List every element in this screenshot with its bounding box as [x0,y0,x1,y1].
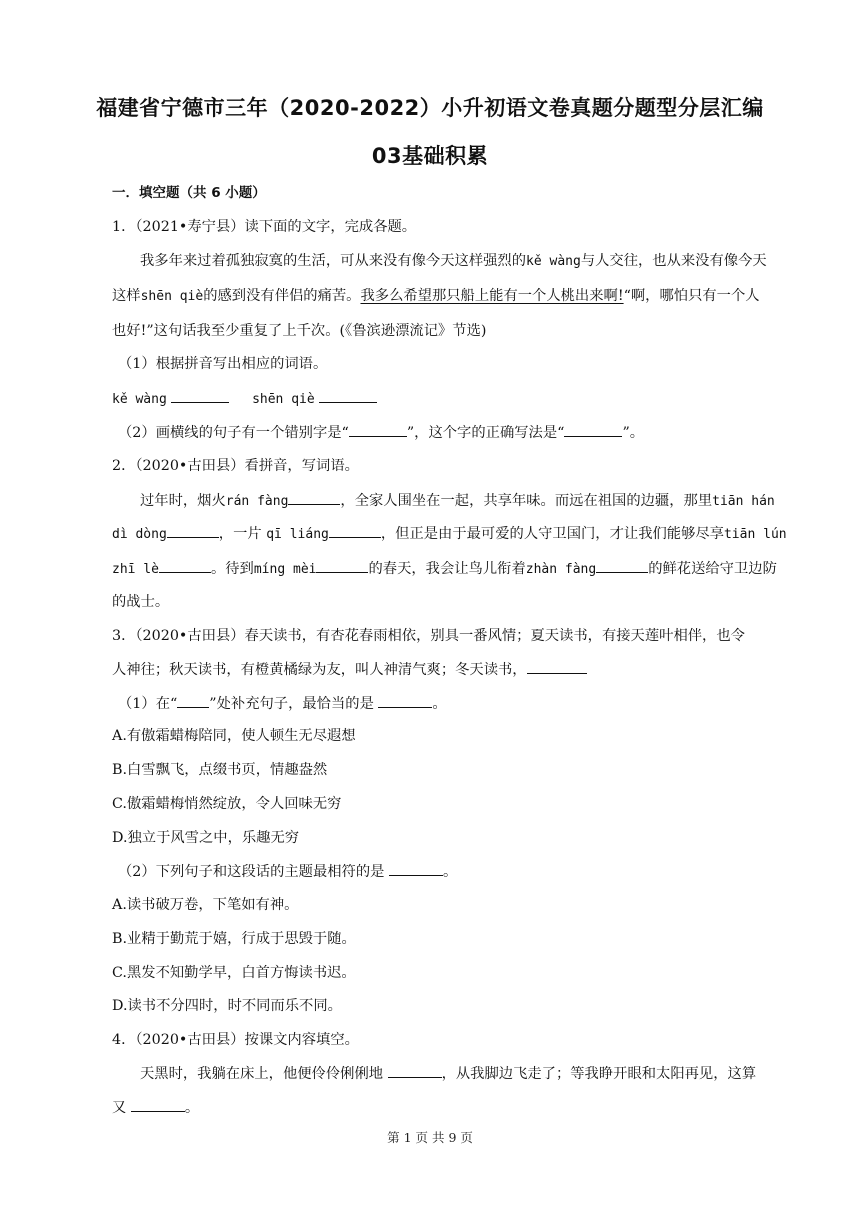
q3-line-2: 人神往；秋天读书，有橙黄橘绿为友，叫人神清气爽；冬天读书， [112,659,772,680]
q1-heading: 1．（2021•寿宁县）读下面的文字，完成各题。 [112,219,417,235]
q2-heading: 2．（2020•古田县）看拼音，写词语。 [112,458,359,474]
q4-line-2: 又 。 [112,1097,772,1118]
answer-blank[interactable] [527,659,587,674]
q1-sub-question-1: （1）根据拼音写出相应的词语。 [118,356,328,372]
q3-option-a-2: A.读书破万卷，下笔如有神。 [112,897,299,913]
q3-option-a: A.有傲霜蜡梅陪同，使人顿生无尽遐想 [112,728,356,744]
answer-blank[interactable] [388,1063,442,1078]
answer-blank[interactable] [171,388,229,403]
q1-sub-question-2: （2）画横线的句子有一个错别字是“ ”，这个字的正确写法是“ ”。 [118,422,778,443]
answer-blank[interactable] [564,422,622,437]
q1-passage-line-1: 我多年来过着孤独寂寞的生活，可从来没有像今天这样强烈的kě wàng与人交往，也从来没有像今天 [140,253,767,269]
q2-line-2: dì dòng ，一片 qī liáng ，但正是由于最可爱的人守卫国门，才让我们能够尽享tiān lún [112,523,772,545]
page-footer: 第 1 页 共 9 页 [387,1130,473,1145]
answer-blank[interactable] [389,861,443,876]
document-title-line-1: 福建省宁德市三年（2020-2022）小升初语文卷真题分题型分层汇编 [96,96,764,120]
q3-option-d: D.独立于风雪之中，乐趣无穷 [112,830,300,846]
answer-blank[interactable] [159,558,211,573]
answer-blank[interactable] [596,558,648,573]
q1-answer-row: kě wàng shēn qiè [112,388,772,410]
q3-sub-question-1: （1）在“ ”处补充句子，最恰当的是 。 [118,693,778,714]
q3-heading: 3．（2020•古田县）春天读书，有杏花春雨相依，别具一番风情；夏天读书，有接天莲叶相伴，也令 [112,628,745,644]
answer-blank [177,693,209,708]
answer-blank[interactable] [167,523,219,538]
q3-option-c-2: C.黑发不知勤学早，白首方悔读书迟。 [112,965,356,981]
q3-option-b: B.白雪飘飞，点缀书页，情趣盎然 [112,762,328,778]
answer-blank[interactable] [288,490,340,505]
q3-option-b-2: B.业精于勤荒于嬉，行成于思毁于随。 [112,931,356,947]
section-heading: 一．填空题（共 6 小题） [112,185,266,201]
q2-line-4: 的战士。 [112,594,170,610]
q3-option-c: C.傲霜蜡梅悄然绽放，令人回味无穷 [112,796,342,812]
answer-blank[interactable] [131,1097,185,1112]
q2-line-3: zhī lè 。待到míng mèi 的春天，我会让鸟儿衔着zhàn fàng 的鲜花送给守卫边防 [112,558,772,580]
q2-line-1: 过年时，烟火rán fàng ，全家人围坐在一起，共享年味。而远在祖国的边疆，那里tiān hán [140,490,800,512]
q4-line-1: 天黑时，我躺在床上，他便伶伶俐俐地 ，从我脚边飞走了；等我睁开眼和太阳再见，这算 [140,1063,800,1084]
answer-blank[interactable] [329,523,381,538]
q1-passage-line-3: 也好!”这句话我至少重复了上千次。(《鲁滨逊漂流记》节选) [112,323,487,339]
q3-option-d-2: D.读书不分四时，时不同而乐不同。 [112,998,342,1014]
document-title-line-2: 03基础积累 [371,144,489,168]
q1-underlined-sentence: 我多么希望那只船上能有一个人桃出来啊! [360,288,624,304]
answer-blank[interactable] [319,388,377,403]
answer-blank[interactable] [316,558,368,573]
q3-sub-question-2: （2）下列句子和这段话的主题最相符的是 。 [118,861,778,882]
answer-blank[interactable] [378,693,432,708]
answer-blank[interactable] [349,422,407,437]
q1-passage-line-2: 这样shēn qiè的感到没有伴侣的痛苦。我多么希望那只船上能有一个人桃出来啊!“啊，哪怕只有一个人 [112,288,760,304]
q4-heading: 4．（2020•古田县）按课文内容填空。 [112,1032,359,1048]
